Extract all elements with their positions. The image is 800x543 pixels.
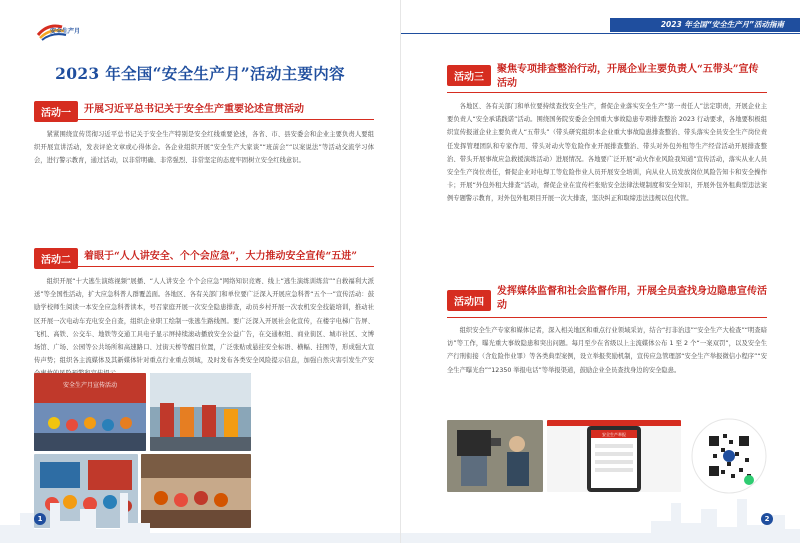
section-4-tag: 活动四	[447, 290, 491, 311]
section-3-tag: 活动三	[447, 65, 491, 86]
section-4-title: 发挥媒体监督和社会监督作用，开展全员查找身边隐患宣传活动	[497, 286, 767, 311]
section-3-body: 各地区、各有关部门和单位要持续查找安全生产，督促企业落实安全生产“第一责任人”法定职责，开展企业主要负责人“安全承诺践诺”活动。围绕国务院安委会全国重大事故隐患专项排查整治 2023 行动要求，各地要积极组织宣传报道企业主要负责人“五带头”（带头研究组织本企业重大事故隐患排查整治、带头落实全员安全生产岗位责任发挥管理团队和专家作用、带头对动火等危险作业开展排查整治、带头对外包外租等生产经营活动开展排查整治、带头开展事故应急救援演练活动）进展情况。各地要广泛开展“动火作业风险我知道”宣传活动，落实从业人员安全生产岗位责任，督促企业对电焊工等危险作业人员开展安全培训，向从业人员发放岗位风险告知卡和安全操作卡；开展“外包外租大排查”活动，督促企业在宣传栏张贴安全法律法规制度和安全知识，开展外包外租典型违法案例专题警示教育，对外包外租项目开展一次大排查，坚决纠正和取缔违法违规以包代管。	[447, 103, 767, 203]
guide-title-bar: 2023 年全国“安全生产月”活动指南	[610, 18, 800, 32]
section-1-body: 紧紧围绕宣传贯彻习近平总书记关于安全生产特别是安全红线重要论述，各省、市、县安委会和企业主要负责人要组织开展宣讲活动，发表评论文章或心得体会。各企业组织开展“安全生产大家谈”“班前会”“以案说法”等活动交流学习体会，进行警示教育，通过活动，以非常明确、非常强烈、非常坚定的态度牢固树立安全红线意识。	[34, 131, 374, 165]
right-page	[400, 0, 800, 543]
section-3-title: 聚焦专项排查整治行动，开展企业主要负责人“五带头”宣传活动	[497, 64, 759, 89]
section-2-body: 组织开展“十大逃生演练视频”展播、“人人讲安全 个个会应急”网络知识竞赛、线上“逃生演练训练营”“自救福利大派送”等全国性活动，扩大应急科普人群覆盖面。各地区、各有关部门和单位要广泛深入开展应急科普“五个一”宣传活动：鼓励学校师生阅读一本安全应急科普读本，号召家庭开展一次安全隐患排查，动员乡村开展一次农机安全技能培训，推动社区开展一次电动车充电安全自查，组织企业职工绘制一张逃生路线图。要广泛深入开展社会化宣传，在楼宇电梯广告屏、飞机、高铁、公交车、地铁等交通工具电子显示屏持续滚动播放安全公益广告，在交通枢纽、商业街区、城市社区、文博场馆、广场、公园等公共场所和高速路口、过街天桥等醒目位置，广泛张贴或悬挂安全标语、横幅、挂图等，形成强大宣传声势；组织各主流媒体及其新媒体针对重点行业重点领域，及时发布各类安全风险提示信息，加强自然灾害引发生产安	[34, 278, 374, 365]
section-4-body: 组织安全生产专家和媒体记者，深入相关地区和重点行业领域采访，结合“打非治违”“安全生产大检查”“明查暗访”等工作，曝光重大事故隐患和突出问题。每月至少在省级以上主流媒体公布 1 至 2 个“一案双罚”，以及安全生产行刑衔接（含危险作业罪）等各类典型案例，设立举报奖励机制，宣传应急管理部“安全生产举报微信小程序”“安全生产曝光台”“12350 举报电话”等举报渠道，鼓励企业全员查找身边的安全隐患。	[447, 327, 767, 374]
section-1-rule	[34, 119, 374, 120]
section-2-tag: 活动二	[34, 248, 78, 269]
section-4-rule	[447, 317, 767, 318]
section-3-header	[447, 63, 767, 91]
section-1-tag: 活动一	[34, 101, 78, 122]
page-number-left: 1	[34, 513, 46, 525]
section-1-title: 开展习近平总书记关于安全生产重要论述宣贯活动	[84, 104, 304, 115]
header-rule	[401, 33, 800, 34]
photo-caption: 安全生产月宣传活动	[62, 382, 118, 389]
page-title: 2023 年全国“安全生产月”活动主要内容	[55, 64, 345, 83]
photo-rescue-drill	[150, 373, 251, 451]
section-2-rule	[34, 266, 374, 267]
section-4-header	[447, 285, 767, 313]
photo-event-stage	[34, 373, 146, 451]
phone-screen-title: 安全生产举报	[602, 432, 626, 437]
city-skyline-decor-right	[401, 463, 800, 543]
page-number-right: 2	[761, 513, 773, 525]
logo-text: 安全生产月	[50, 28, 81, 35]
section-3-rule	[447, 92, 767, 93]
section-2-title: 着眼于“人人讲安全、个个会应急”，大力推动安全宣传“五进”	[84, 251, 358, 262]
city-skyline-decor	[0, 463, 400, 543]
